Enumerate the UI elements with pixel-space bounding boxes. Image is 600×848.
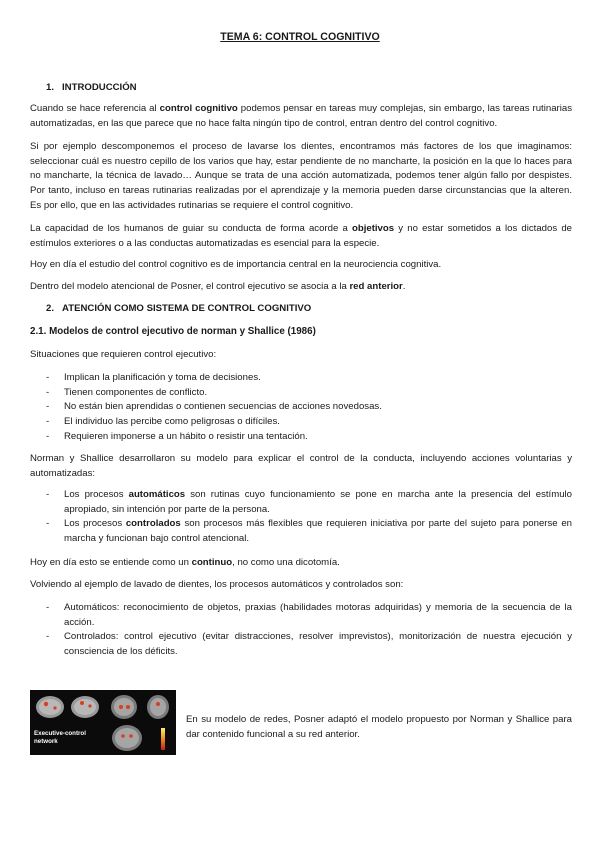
section-number: 1. [46,82,55,93]
brain-network-image [30,690,176,755]
text-run: , no como una dicotomía. [232,557,340,568]
caption-line: Executive-control [34,730,86,737]
list-item: - Controlados: control ejecutivo (evitar distracciones, resolver imprevistos), monitorización de nuestra ejecución y consciencia de los déficits. [30,630,572,659]
text-run: son procesos más flexibles que requieren iniciativa por parte del sujeto para ponerse en marcha y funcionan bajo control atencional. [64,518,572,545]
section-heading-introduccion [30,81,572,96]
paragraph-lavado-dientes: Si por ejemplo descomponemos el proceso de lavarse los dientes, encontramos más factores de los que imaginamos: seleccionar cuál es nuestro cepillo de los varios que hay, estar pendiente de no mancharte, la posición en la que lo haces para no mancharte, la técnica de lavado… Aunque se trata de una acción automatizada, podemos tener algún fallo por despistes. Por tanto, incluso en tareas rutinarias realizadas por el aprendizaje y la memoria pueden darse circunstancias que la alteren. Es por ello, que en las actividades rutinarias se requiere el control cognitivo. [30,141,572,211]
page-title: TEMA 6: CONTROL COGNITIVO [220,31,380,43]
text-run: La capacidad de los humanos de guiar su conducta de forma acorde a [30,223,352,234]
paragraph-volviendo: Volviendo al ejemplo de lavado de dientes, los procesos automáticos y controlados son: [30,579,404,590]
list-item: - Tienen componentes de conflicto. [30,386,572,401]
text-run: . [402,281,406,292]
list-item: - Implican la planificación y toma de decisiones. [30,371,572,386]
text-run: Dentro del modelo atencional de Posner, el control ejecutivo se asocia a la [30,281,350,292]
list-item [30,488,572,517]
text-run: Los procesos [64,489,129,500]
bold-term: continuo [191,557,233,568]
processes-list [30,488,572,547]
list-item: - No están bien aprendidas o contienen secuencias de acciones novedosas. [30,400,572,415]
paragraph-continuo [30,556,572,571]
paragraph-posner-redes: En su modelo de redes, Posner adaptó el modelo propuesto por Norman y Shallice para dar contenido funcional a su red anterior. [186,714,572,740]
list-item: - El individuo las percibe como peligrosas o difíciles. [30,415,572,430]
examples-list [30,601,572,660]
section-title: ATENCIÓN COMO SISTEMA DE CONTROL COGNITIVO [62,303,312,314]
caption-line: network [34,737,58,745]
brain-scan-illustration [30,690,176,755]
paragraph-posner [30,280,572,295]
section-title: INTRODUCCIÓN [62,82,137,93]
section-heading-atencion [30,302,572,317]
bold-term: automáticos [128,489,186,500]
paragraph-norman-shallice: Norman y Shallice desarrollaron su modelo para explicar el control de la conducta, incluyendo acciones voluntarias y automatizadas: [30,453,572,479]
bold-term: red anterior [349,281,403,292]
text-run: Hoy en día esto se entiende como un [30,557,192,568]
text-run: son rutinas cuyo funcionamiento se pone en marcha ante la presencia del estímulo apropiado, sin intención por parte de la persona. [64,489,572,515]
paragraph-objetivos [30,222,572,251]
list-item: - Automáticos: reconocimiento de objetos, praxias (habilidades motoras adquiridas) y memoria de la secuencia de la acción. [30,601,572,630]
list-item: - Requieren imponerse a un hábito o resistir una tentación. [30,430,572,445]
paragraph-situaciones: Situaciones que requieren control ejecutivo: [30,349,217,360]
section-number: 2. [46,303,55,314]
paragraph-control-cognitivo [30,102,572,131]
situations-list [30,371,572,445]
bold-term: controlados [125,518,181,530]
bold-term: control cognitivo [159,103,238,114]
text-run: Cuando se hace referencia al [30,103,160,114]
bold-term: objetivos [351,223,395,234]
subsection-heading: 2.1. Modelos de control ejecutivo de norman y Shallice (1986) [30,326,316,337]
text-run: Los procesos [64,518,126,530]
text-run: podemos pensar en tareas muy complejas, sin embargo, las tareas rutinarias automatizadas, en las que parece que no hace falta ningún tipo de control, entran dentro del control cognitivo. [30,103,572,129]
paragraph-neurociencia: Hoy en día el estudio del control cognitivo es de importancia central en la neurociencia cognitiva. [30,259,442,270]
figure-caption [34,730,86,745]
list-item [30,517,572,546]
text-run: y no estar sometidos a los dictados de estímulos exteriores o a las conductas automatizadas es esencial para la especie. [30,223,572,249]
